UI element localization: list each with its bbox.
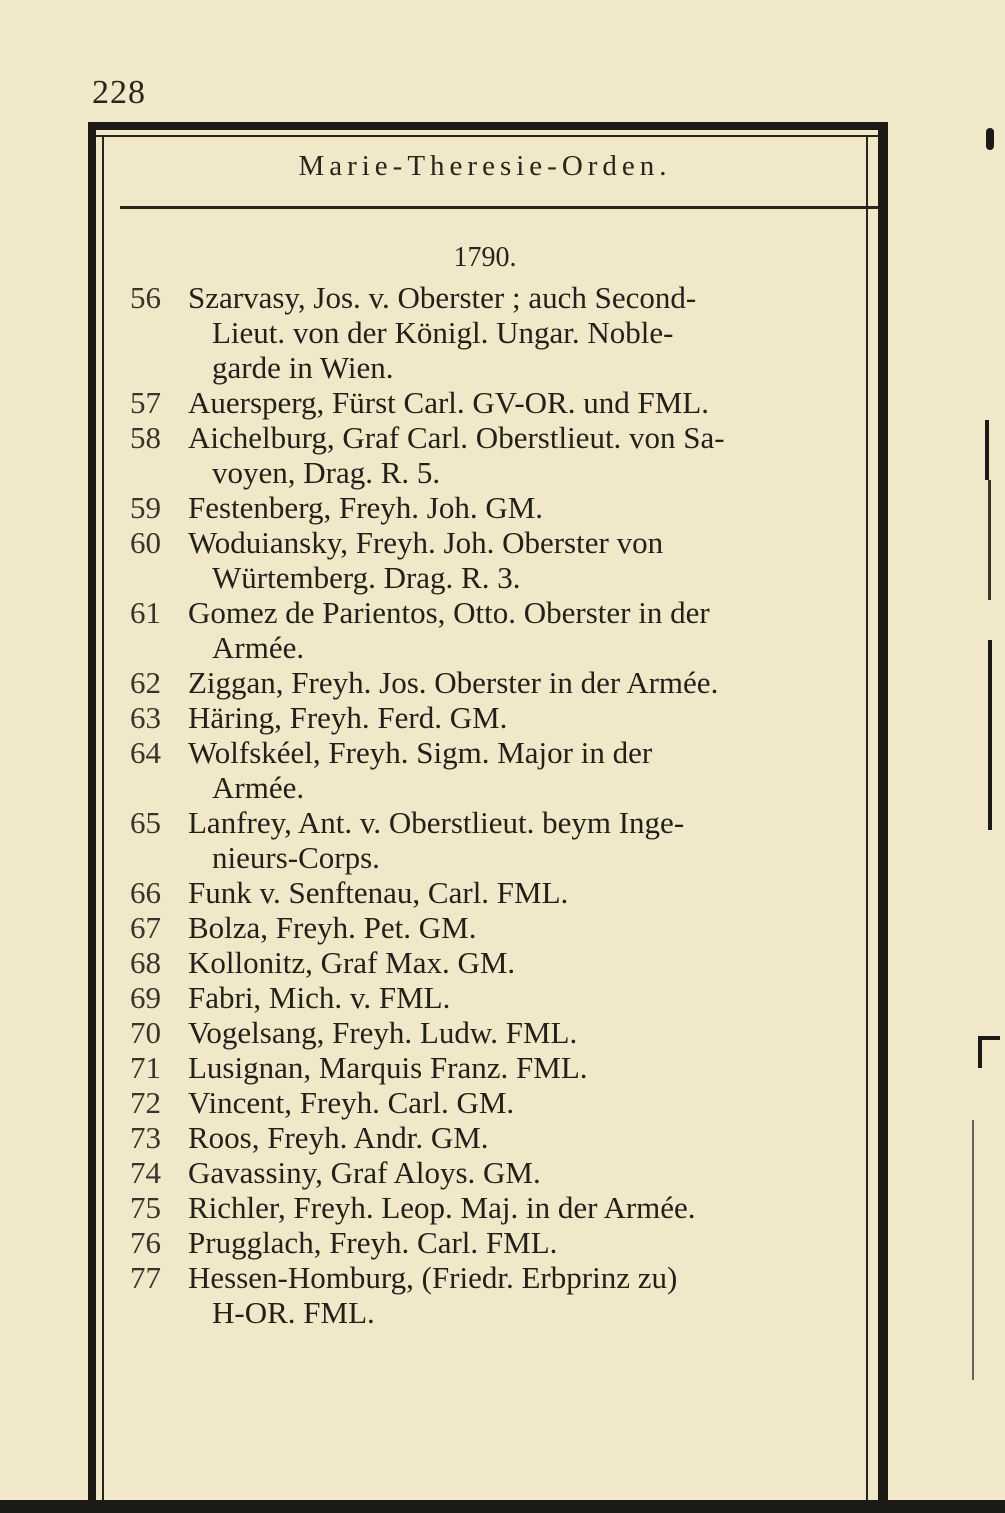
entry-number: 66: [130, 875, 161, 910]
entry-text: [188, 735, 865, 805]
entry-number: 64: [130, 735, 161, 770]
bleed-mark-2: [988, 480, 991, 600]
year-heading: 1790.: [453, 242, 517, 273]
entry-text: [188, 805, 865, 875]
entry-number: 71: [130, 1050, 161, 1085]
entry-text: [188, 280, 865, 385]
frame-right-bar: [878, 122, 888, 1500]
frame-top-bar-thin: [92, 135, 882, 137]
entry-row: [130, 490, 865, 525]
entry-text: [188, 385, 865, 420]
entry-continuation-line: Würtemberg. Drag. R. 3.: [212, 560, 521, 595]
entries-list: [130, 280, 865, 1330]
entry-number: 59: [130, 490, 161, 525]
entry-number: 72: [130, 1085, 161, 1120]
entry-row: [130, 1120, 865, 1155]
entry-continuation-line: garde in Wien.: [212, 350, 394, 385]
entry-number: 63: [130, 700, 161, 735]
page-number: 228: [92, 74, 146, 111]
frame-left-bar: [88, 122, 96, 1500]
entry-line: Kollonitz, Graf Max. GM.: [188, 945, 516, 980]
entry-number: 76: [130, 1225, 161, 1260]
entry-number: 57: [130, 385, 161, 420]
entry-line: Bolza, Freyh. Pet. GM.: [188, 910, 477, 945]
entry-number: 61: [130, 595, 161, 630]
entry-row: [130, 1190, 865, 1225]
entry-text: [188, 875, 865, 910]
entry-row: [130, 665, 865, 700]
entry-line: Vincent, Freyh. Carl. GM.: [188, 1085, 515, 1120]
bleed-mark-top: [986, 128, 994, 150]
entry-number: 62: [130, 665, 161, 700]
entry-line: Szarvasy, Jos. v. Oberster ; auch Second-: [188, 280, 697, 315]
entry-line: Fabri, Mich. v. FML.: [188, 980, 451, 1015]
header-rule: [120, 206, 878, 209]
entry-number: 67: [130, 910, 161, 945]
section-title: Marie-Theresie-Orden.: [298, 150, 672, 182]
entry-number: 56: [130, 280, 161, 315]
entry-text: [188, 1050, 865, 1085]
entry-row: [130, 875, 865, 910]
entry-number: 74: [130, 1155, 161, 1190]
entry-line: Auersperg, Fürst Carl. GV-OR. und FML.: [188, 385, 709, 420]
entry-row: [130, 1085, 865, 1120]
entry-continuation-line: H-OR. FML.: [212, 1295, 375, 1330]
entry-row: [130, 420, 865, 490]
frame-left-bar-thin: [102, 135, 104, 1500]
entry-text: [188, 420, 865, 490]
entry-line: Häring, Freyh. Ferd. GM.: [188, 700, 508, 735]
entry-text: [188, 945, 865, 980]
entry-number: 73: [130, 1120, 161, 1155]
entry-line: Gavassiny, Graf Aloys. GM.: [188, 1155, 541, 1190]
entry-line: Ziggan, Freyh. Jos. Oberster in der Armée.: [188, 665, 719, 700]
frame-top-bar: [88, 122, 888, 130]
entry-row: [130, 945, 865, 980]
entry-line: Wolfskéel, Freyh. Sigm. Major in der: [188, 735, 653, 770]
entry-line: Aichelburg, Graf Carl. Oberstlieut. von Sa-: [188, 420, 725, 455]
entry-text: [188, 1260, 865, 1330]
entry-line: Hessen-Homburg, (Friedr. Erbprinz zu): [188, 1260, 678, 1295]
entry-row: [130, 385, 865, 420]
entry-text: [188, 490, 865, 525]
entry-row: [130, 735, 865, 805]
bleed-mark-3: [988, 640, 992, 830]
entry-continuation-line: Armée.: [212, 770, 305, 805]
entry-number: 77: [130, 1260, 161, 1295]
entry-line: Gomez de Parientos, Otto. Oberster in der: [188, 595, 710, 630]
entry-row: [130, 910, 865, 945]
entry-row: [130, 1050, 865, 1085]
scan-bottom-edge: [0, 1500, 1005, 1513]
entry-text: [188, 1120, 865, 1155]
entry-text: [188, 665, 865, 700]
entry-row: [130, 1260, 865, 1330]
entry-text: [188, 1190, 865, 1225]
entry-continuation-line: voyen, Drag. R. 5.: [212, 455, 441, 490]
entry-number: 70: [130, 1015, 161, 1050]
bleed-mark-1: [985, 420, 989, 480]
bleed-mark-6: [972, 1120, 974, 1380]
bleed-mark-5: [978, 1040, 982, 1068]
frame-right-bar-thin: [866, 135, 868, 1500]
entry-continuation-line: Armée.: [212, 630, 305, 665]
entry-text: [188, 1155, 865, 1190]
entry-text: [188, 1015, 865, 1050]
entry-text: [188, 595, 865, 665]
entry-text: [188, 700, 865, 735]
entry-line: Prugglach, Freyh. Carl. FML.: [188, 1225, 558, 1260]
entry-row: [130, 1155, 865, 1190]
entry-number: 65: [130, 805, 161, 840]
entry-number: 75: [130, 1190, 161, 1225]
entry-text: [188, 1225, 865, 1260]
entry-text: [188, 980, 865, 1015]
entry-line: Richler, Freyh. Leop. Maj. in der Armée.: [188, 1190, 696, 1225]
entry-line: Funk v. Senftenau, Carl. FML.: [188, 875, 569, 910]
entry-number: 58: [130, 420, 161, 455]
entry-continuation-line: nieurs-Corps.: [212, 840, 380, 875]
entry-row: [130, 805, 865, 875]
entry-number: 68: [130, 945, 161, 980]
entry-row: [130, 700, 865, 735]
entry-line: Lanfrey, Ant. v. Oberstlieut. beym Inge-: [188, 805, 685, 840]
entry-row: [130, 1015, 865, 1050]
entry-line: Festenberg, Freyh. Joh. GM.: [188, 490, 544, 525]
entry-line: Lusignan, Marquis Franz. FML.: [188, 1050, 588, 1085]
entry-number: 69: [130, 980, 161, 1015]
entry-row: [130, 595, 865, 665]
entry-text: [188, 525, 865, 595]
entry-text: [188, 910, 865, 945]
entry-row: [130, 1225, 865, 1260]
entry-line: Vogelsang, Freyh. Ludw. FML.: [188, 1015, 578, 1050]
entry-continuation-line: Lieut. von der Königl. Ungar. Noble-: [212, 315, 674, 350]
entry-line: Roos, Freyh. Andr. GM.: [188, 1120, 489, 1155]
entry-row: [130, 980, 865, 1015]
entry-number: 60: [130, 525, 161, 560]
entry-row: [130, 280, 865, 385]
entry-text: [188, 1085, 865, 1120]
entry-row: [130, 525, 865, 595]
entry-line: Woduiansky, Freyh. Joh. Oberster von: [188, 525, 664, 560]
